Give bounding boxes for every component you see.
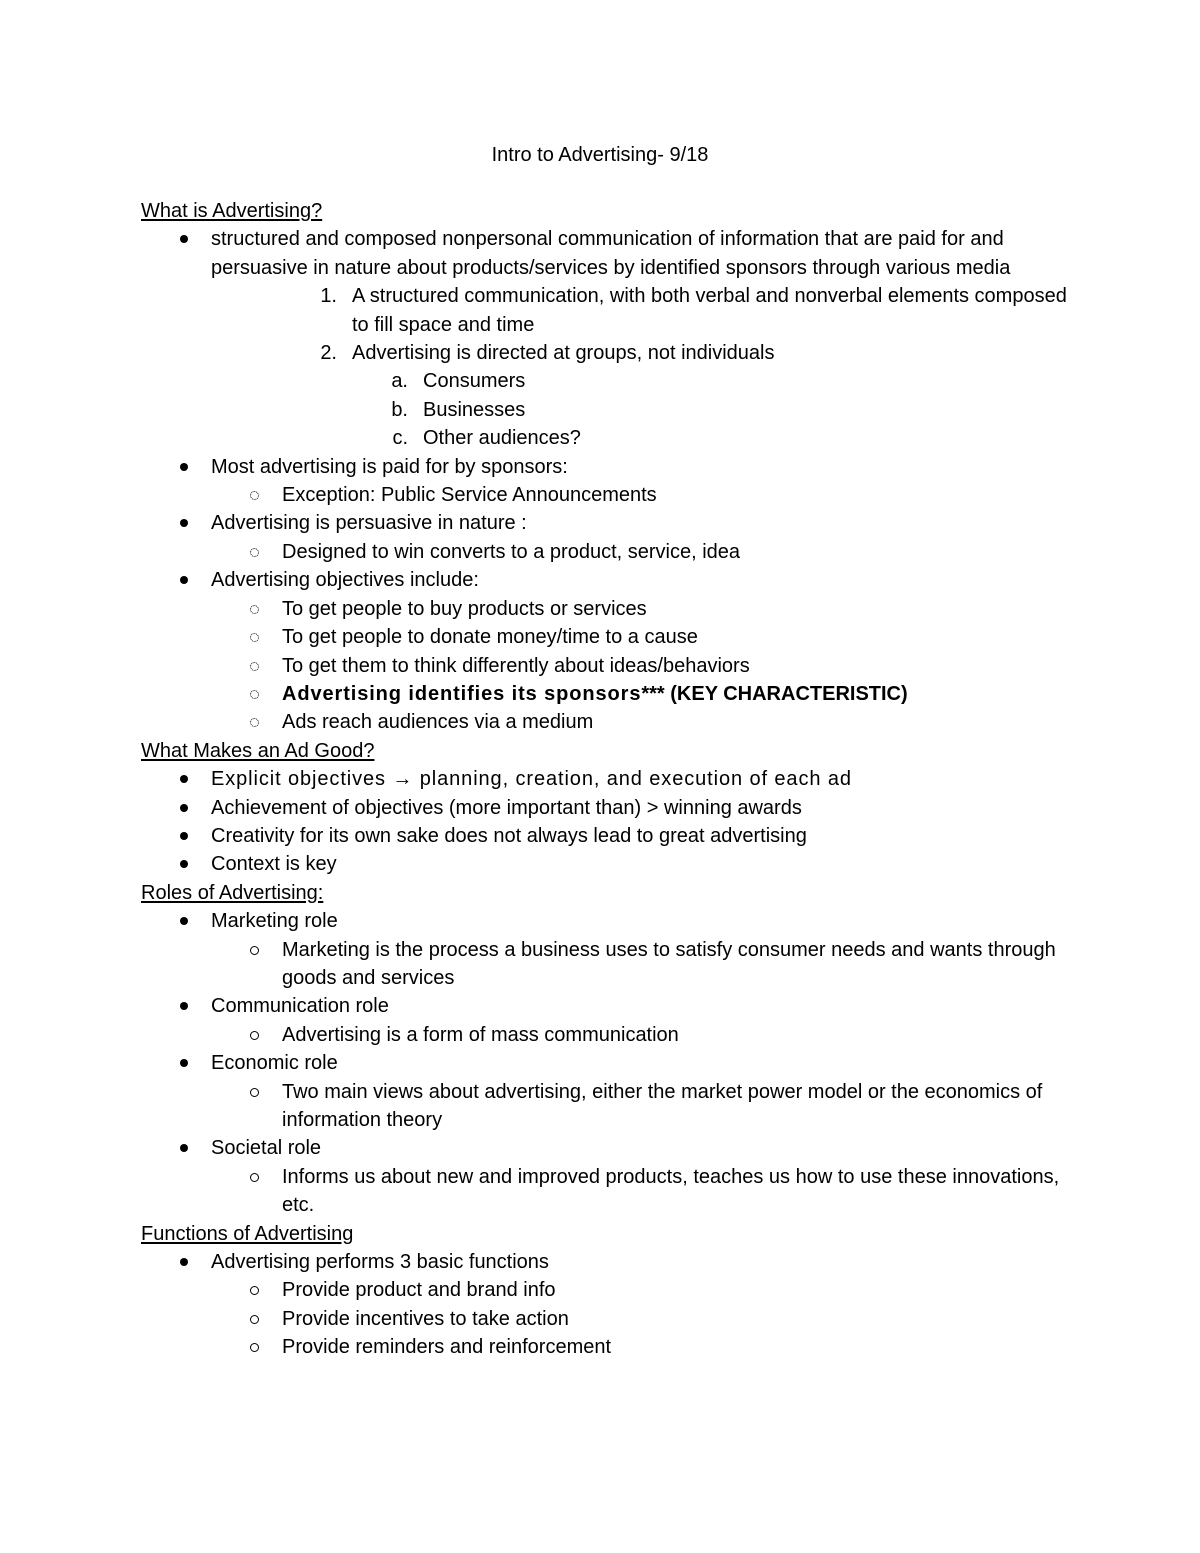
list-what-is-advertising bbox=[141, 225, 1071, 736]
list-item-text: Societal role bbox=[211, 1137, 322, 1160]
list-item bbox=[141, 595, 1071, 623]
list-item-text: Marketing is the process a business uses to satisfy consumer needs and wants through goods and services bbox=[282, 938, 1056, 989]
list-item-text: Informs us about new and improved products, teaches us how to use these innovations, etc. bbox=[282, 1165, 1060, 1217]
list-item bbox=[141, 992, 1071, 1020]
list-item bbox=[141, 453, 1071, 481]
heading-roles-of-advertising: Roles of Advertising: bbox=[141, 881, 324, 904]
list-item bbox=[141, 822, 1071, 850]
list-item-text: Exception: Public Service Announcements bbox=[282, 484, 657, 507]
bullet-icon bbox=[180, 804, 188, 812]
list-item-text: Communication role bbox=[211, 995, 389, 1018]
bullet-icon bbox=[180, 1059, 188, 1067]
dotted-circle-bullet-icon bbox=[250, 548, 259, 557]
list-letter: a. bbox=[391, 370, 408, 393]
list-item-text: Economic role bbox=[211, 1052, 338, 1075]
list-item bbox=[141, 936, 1071, 993]
list-item-text: Businesses bbox=[423, 398, 526, 421]
bullet-icon bbox=[180, 860, 188, 868]
list-item-text: To get people to buy products or services bbox=[282, 597, 647, 620]
list-item-text: Other audiences? bbox=[423, 427, 581, 450]
list-item bbox=[141, 652, 1071, 680]
list-item-text: To get people to donate money/time to a cause bbox=[282, 626, 698, 649]
list-what-makes-ad-good bbox=[141, 765, 1071, 879]
list-item-text: Ads reach audiences via a medium bbox=[282, 711, 594, 734]
list-item bbox=[141, 1248, 1071, 1276]
dotted-circle-bullet-icon bbox=[250, 491, 259, 500]
key-characteristic-note: *** (KEY CHARACTERISTIC) bbox=[641, 682, 908, 705]
list-item bbox=[141, 1021, 1071, 1049]
list-item bbox=[141, 1305, 1071, 1333]
list-item-text: Context is key bbox=[211, 853, 337, 876]
dotted-circle-bullet-icon bbox=[250, 718, 259, 727]
dotted-circle-bullet-icon bbox=[250, 633, 259, 642]
list-item bbox=[141, 339, 1071, 367]
bullet-icon bbox=[180, 519, 188, 527]
circle-bullet-icon bbox=[250, 946, 259, 955]
heading-what-is-advertising: What is Advertising? bbox=[141, 200, 323, 222]
dotted-circle-bullet-icon bbox=[250, 605, 259, 614]
circle-bullet-icon bbox=[250, 1343, 259, 1352]
list-item bbox=[141, 708, 1071, 736]
list-item-text: Advertising objectives include: bbox=[211, 569, 479, 592]
bullet-icon bbox=[180, 832, 188, 840]
list-item bbox=[141, 1049, 1071, 1077]
list-item bbox=[141, 1078, 1071, 1135]
list-item-text: Consumers bbox=[423, 370, 526, 393]
list-item bbox=[141, 424, 1071, 452]
list-item-text: structured and composed nonpersonal communication of information that are paid for and persuasive in nature about products/services by identified sponsors through various media bbox=[211, 228, 1011, 279]
list-item bbox=[141, 623, 1071, 651]
list-functions-of-advertising bbox=[141, 1248, 1071, 1362]
bullet-icon bbox=[180, 1144, 188, 1152]
list-item-text: Provide reminders and reinforcement bbox=[282, 1336, 612, 1359]
list-item-text: Provide incentives to take action bbox=[282, 1307, 569, 1330]
list-item-text: Achievement of objectives (more important than) > winning awards bbox=[211, 796, 802, 819]
list-item bbox=[141, 225, 1071, 282]
heading-functions-of-advertising: Functions of Advertising bbox=[141, 1222, 354, 1245]
list-item-text: A structured communication, with both verbal and nonverbal elements composed to fill space and time bbox=[352, 285, 1067, 336]
list-item-text: Creativity for its own sake does not always lead to great advertising bbox=[211, 824, 807, 847]
bullet-icon bbox=[180, 1258, 188, 1266]
document-body bbox=[141, 197, 1071, 1362]
bullet-icon bbox=[180, 917, 188, 925]
list-item-text: Provide product and brand info bbox=[282, 1279, 556, 1302]
list-item bbox=[141, 367, 1071, 395]
circle-bullet-icon bbox=[250, 1173, 259, 1182]
list-item bbox=[141, 282, 1071, 339]
list-item-text: Advertising is directed at groups, not individuals bbox=[352, 342, 775, 365]
list-item-text: Two main views about advertising, either the market power model or the economics of information theory bbox=[282, 1080, 1043, 1131]
bullet-icon bbox=[180, 576, 188, 584]
circle-bullet-icon bbox=[250, 1286, 259, 1295]
bullet-icon bbox=[180, 1002, 188, 1010]
circle-bullet-icon bbox=[250, 1315, 259, 1324]
list-item bbox=[141, 1134, 1071, 1162]
list-number: 1. bbox=[320, 285, 337, 308]
bullet-icon bbox=[180, 235, 188, 243]
list-item-text: Explicit objectives → planning, creation, and execution of each ad bbox=[211, 768, 852, 791]
circle-bullet-icon bbox=[250, 1088, 259, 1097]
list-item bbox=[141, 538, 1071, 566]
list-item bbox=[141, 566, 1071, 594]
list-item bbox=[141, 850, 1071, 878]
dotted-circle-bullet-icon bbox=[250, 662, 259, 671]
list-letter: c. bbox=[392, 427, 408, 450]
list-roles-of-advertising bbox=[141, 907, 1071, 1219]
list-item-text: Marketing role bbox=[211, 910, 338, 933]
list-item-text: Designed to win converts to a product, service, idea bbox=[282, 540, 741, 563]
list-item-text: Advertising is a form of mass communication bbox=[282, 1023, 679, 1046]
list-item bbox=[141, 1333, 1071, 1361]
key-characteristic-text: Advertising identifies its sponsors bbox=[282, 682, 642, 705]
list-item-text: Advertising performs 3 basic functions bbox=[211, 1251, 549, 1274]
list-item bbox=[141, 680, 1071, 708]
dotted-circle-bullet-icon bbox=[250, 690, 259, 699]
list-item bbox=[141, 765, 1071, 793]
list-item-text: Advertising is persuasive in nature : bbox=[211, 512, 527, 535]
list-item bbox=[141, 907, 1071, 935]
list-item bbox=[141, 1276, 1071, 1304]
list-number: 2. bbox=[320, 342, 337, 365]
list-item bbox=[141, 1163, 1071, 1220]
list-letter: b. bbox=[391, 398, 408, 421]
list-item bbox=[141, 794, 1071, 822]
list-item-text: Most advertising is paid for by sponsors: bbox=[211, 455, 568, 478]
document-title: Intro to Advertising- 9/18 bbox=[491, 144, 709, 166]
bullet-icon bbox=[180, 775, 188, 783]
heading-what-makes-ad-good: What Makes an Ad Good? bbox=[141, 739, 375, 762]
circle-bullet-icon bbox=[250, 1031, 259, 1040]
list-item bbox=[141, 396, 1071, 424]
bullet-icon bbox=[180, 463, 188, 471]
list-item bbox=[141, 481, 1071, 509]
list-item bbox=[141, 509, 1071, 537]
list-item-text: To get them to think differently about ideas/behaviors bbox=[282, 654, 750, 677]
